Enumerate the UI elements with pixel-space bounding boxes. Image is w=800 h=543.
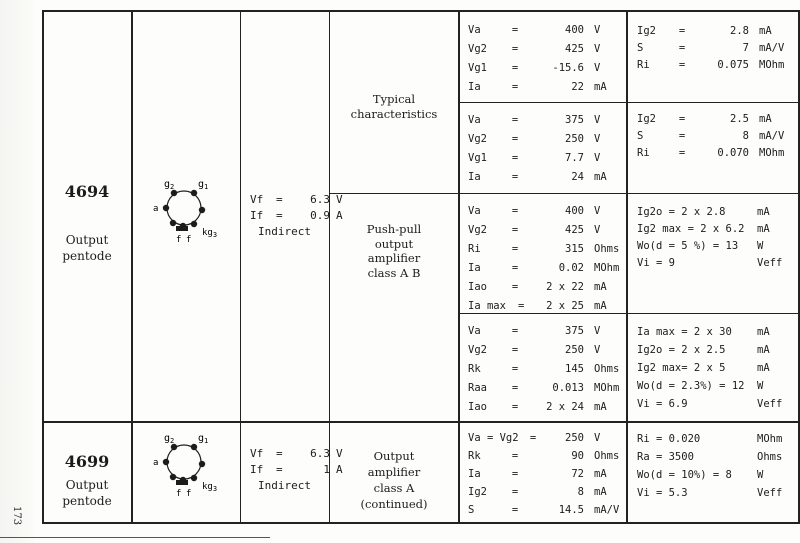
extra-expression: Wo(d = 10%) = 8 [637,469,732,481]
pin-label-kg3: $kg_3$ [202,482,218,493]
param-list [468,428,619,519]
param-unit: mA [594,468,607,480]
param-name: Va [468,204,481,217]
heater-row [250,192,343,208]
heating-type: Indirect [258,225,311,238]
param-eq: = [511,343,519,356]
param-row [468,220,619,239]
param-value: 400 [565,204,584,217]
extra-unit: Veff [757,487,783,499]
param-value: 375 [565,324,584,337]
extra-list [637,22,784,73]
extra-row [637,466,782,484]
param-row [468,58,607,77]
param-value: -15.6 [552,61,584,74]
extra-expression: Ig2o = 2 x 2.5 [637,344,726,356]
extra-unit: W [757,380,764,392]
divider-params [626,10,628,524]
param-name: Va [468,23,481,36]
param-name: Iao [468,400,487,413]
extra-expression: Ri = 0.020 [637,433,701,445]
section-label-line: Typical [372,92,416,106]
heater-name: If [250,463,264,476]
param-unit: mA [594,280,607,293]
param-row [468,20,607,39]
extra-name: Ri [637,58,650,71]
heater-value: 6.3 [310,447,330,460]
extra-value: 0.075 [717,58,749,71]
section-label-line: amplifier [367,465,421,479]
extra-row [637,237,782,254]
param-unit: MOhm [594,381,620,394]
pin-label-a: a [153,204,159,214]
param-list [468,20,607,96]
param-value: 400 [565,23,584,36]
param-unit: V [594,223,601,236]
extra-expression: Wo(d = 5 %) = 13 [637,239,739,252]
param-row [468,201,619,220]
param-value: 145 [565,362,584,375]
param-eq: = [511,151,519,164]
param-name: S [468,504,475,516]
tube-base-diagram [150,178,222,246]
param-eq: = [518,299,525,312]
param-value: 375 [565,113,584,126]
divider-section-1 [329,193,800,194]
extra-list [637,203,782,271]
param-row [468,447,619,465]
param-name: Iao [468,280,487,293]
param-row [468,465,619,483]
tube-description [42,232,132,264]
pin-label-g2: $g_2$ [164,179,175,191]
heater-unit: A [336,209,343,222]
param-list [468,321,619,416]
heater-eq: = [276,209,283,222]
tube-description-line: pentode [62,494,112,508]
param-value: 425 [565,223,584,236]
param-value: 0.013 [552,381,584,394]
heater-unit: V [336,193,343,206]
param-unit: V [594,343,601,356]
heater-name: Vf [250,447,264,460]
heater-name: Vf [250,193,264,206]
param-row [468,483,619,501]
section-label-line: Output [373,449,415,463]
divider-type [131,10,133,524]
extra-list [637,323,782,413]
heater-row [250,446,343,462]
param-row [468,110,607,129]
extra-unit: Veff [757,256,783,269]
param-name: Ri [468,242,481,255]
param-value: 425 [565,42,584,55]
param-unit: MOhm [594,261,620,274]
extra-row [637,144,784,161]
param-row [468,321,619,340]
param-eq: = [529,431,537,444]
param-name: Ig2 [468,486,487,498]
param-value: 22 [571,80,584,93]
divider-diagram [240,10,241,524]
section-label-line: output [374,236,414,251]
param-unit: mA/V [594,504,620,516]
param-name: Vg2 [468,223,487,236]
extra-row [637,323,782,341]
param-unit: V [594,204,601,217]
param-name: Vg1 [468,61,487,74]
extra-name: S [637,129,644,142]
param-eq: = [511,261,519,274]
param-value: 2 x 22 [546,280,584,293]
tube-description [42,477,132,509]
param-name: Rk [468,362,481,375]
extra-row [637,341,782,359]
extra-expression: Ig2o = 2 x 2.8 [637,205,726,218]
param-value: 90 [571,450,584,462]
param-name: Va [468,324,481,337]
param-unit: mA [594,170,607,183]
heater-spec [250,192,343,240]
extra-expression: Vi = 6.9 [637,398,688,410]
param-eq: = [511,280,519,293]
param-eq: = [511,242,519,255]
param-value: 2 x 25 [546,299,584,312]
pin-label-g1: $g_1$ [198,433,209,445]
heater-eq: = [276,193,283,206]
param-row [468,359,619,378]
heater-name: If [250,209,264,222]
divider-section [458,10,460,524]
section-label [330,448,458,512]
extra-expression: Ra = 3500 [637,451,694,463]
extra-eq: = [678,24,686,37]
divider-tube [42,421,800,423]
extra-name: S [637,41,644,54]
extra-row [637,203,782,220]
extra-eq: = [678,112,686,125]
extra-unit: W [757,239,764,252]
extra-unit: Ohms [757,451,783,463]
extra-row [637,448,782,466]
param-name: Ia [468,261,481,274]
tube-type: 4699 [64,452,110,471]
param-eq: = [511,132,519,145]
extra-unit: mA/V [759,41,785,54]
param-value: 14.5 [558,504,584,516]
extra-eq: = [678,146,686,159]
extra-list [637,110,784,161]
pin-label-f: f [176,235,182,245]
bottom-rule [0,537,270,538]
param-eq: = [511,170,519,183]
param-row [468,129,607,148]
param-name: Vg2 [468,343,487,356]
section-label [330,92,458,121]
section-label-line: Push-pull [366,222,422,236]
pin-label-f: f [176,489,182,499]
extra-row [637,254,782,271]
param-value: 72 [571,468,584,480]
extra-unit: MOhm [757,433,783,445]
extra-list [637,430,782,502]
param-value: 7.7 [565,151,584,164]
param-name: Vg2 [468,132,487,145]
param-eq: = [511,23,519,36]
pin-label-f: f [186,489,192,499]
extra-row [637,395,782,413]
extra-unit: mA [757,326,770,338]
extra-eq: = [678,58,686,71]
param-eq: = [511,362,519,375]
param-value: 315 [565,242,584,255]
extra-expression: Vi = 9 [637,256,675,269]
extra-eq: = [678,41,686,54]
extra-row [637,484,782,502]
param-row [468,501,619,519]
param-unit: mA [594,299,607,312]
tube-type: 4694 [64,182,110,201]
pin-label-a: a [153,458,159,468]
param-value: 250 [565,343,584,356]
param-row [468,340,619,359]
divider-row-1 [458,102,800,103]
param-name: Vg2 [468,42,487,55]
pin-label-f: f [186,235,192,245]
extra-expression: Vi = 5.3 [637,487,688,499]
tube-description-line: Output [65,233,109,247]
heater-spec [250,446,343,494]
extra-row [637,56,784,73]
param-row [468,277,619,296]
pin-label-g2: $g_2$ [164,433,175,445]
param-row [468,296,619,315]
param-name: Ia [468,170,481,183]
extra-row [637,359,782,377]
extra-unit: mA [757,344,770,356]
param-row [468,239,619,258]
heater-value: 6.3 [310,193,330,206]
extra-row [637,430,782,448]
param-eq: = [511,468,519,480]
extra-name: Ig2 [637,112,656,125]
heater-eq: = [276,463,283,476]
param-unit: V [594,42,601,55]
scan-edge [0,0,34,543]
extra-unit: mA [757,222,770,235]
section-label-line: (continued) [360,497,428,511]
param-unit: mA [594,80,607,93]
tube-description-line: Output [65,478,109,492]
heater-value: 0.9 [310,209,330,222]
extra-row [637,377,782,395]
param-name: Va [468,113,481,126]
extra-expression: Ig2 max= 2 x 5 [637,362,726,374]
heater-value: 1 [323,463,330,476]
param-eq: = [511,504,519,516]
param-eq: = [511,113,519,126]
param-unit: Ohms [594,450,620,462]
page-number: 173 [11,506,22,526]
pin-label-kg3: $kg_3$ [202,228,218,239]
param-unit: Ohms [594,242,620,255]
heater-row [250,208,343,224]
param-unit: Ohms [594,362,620,375]
param-row [468,428,619,447]
param-value: 2 x 24 [546,400,584,413]
param-unit: V [594,23,601,36]
param-unit: mA [594,486,607,498]
param-value: 24 [571,170,584,183]
section-label [330,222,458,280]
param-eq: = [511,486,519,498]
extra-name: Ig2 [637,24,656,37]
extra-unit: Veff [757,398,783,410]
param-row [468,378,619,397]
extra-row [637,39,784,56]
param-unit: V [594,113,601,126]
param-eq: = [511,450,519,462]
param-unit: V [594,61,601,74]
param-unit: mA [594,400,607,413]
extra-value: 8 [742,129,749,142]
param-row [468,397,619,416]
extra-unit: MOhm [759,58,785,71]
param-name: Vg1 [468,151,487,164]
extra-unit: W [757,469,764,481]
extra-unit: mA [759,24,772,37]
extra-name: Ri [637,146,650,159]
param-unit: V [594,431,601,444]
param-eq: = [511,324,519,337]
param-name: Ia [468,468,481,480]
param-eq: = [511,223,519,236]
extra-unit: mA [757,205,770,218]
tube-description-line: pentode [62,249,112,263]
section-label-line: characteristics [350,106,438,121]
param-list [468,201,619,315]
section-label-line: class A [373,481,415,495]
extra-eq: = [678,129,686,142]
pin-label-g1: $g_1$ [198,179,209,191]
param-row [468,258,619,277]
extra-row [637,220,782,237]
param-name: Va = Vg2 [468,431,519,444]
param-unit: V [594,151,601,164]
param-name: Rk [468,450,481,462]
extra-value: 2.5 [730,112,749,125]
extra-unit: MOhm [759,146,785,159]
param-eq: = [511,204,519,217]
param-unit: V [594,132,601,145]
param-eq: = [511,400,519,413]
extra-unit: mA/V [759,129,785,142]
param-value: 0.02 [558,261,584,274]
param-list [468,110,607,186]
extra-unit: mA [759,112,772,125]
param-eq: = [511,80,519,93]
heater-row [250,462,343,478]
heating-type: Indirect [258,479,311,492]
param-row [468,148,607,167]
param-eq: = [511,42,519,55]
extra-expression: Wo(d = 2.3%) = 12 [637,380,745,392]
param-value: 250 [565,132,584,145]
section-label-line: amplifier [367,251,421,265]
param-eq: = [511,61,519,74]
section-label-line: class A B [367,265,421,280]
param-value: 250 [565,431,584,444]
extra-expression: Ig2 max = 2 x 6.2 [637,222,745,235]
heater-unit: A [336,463,343,476]
heater-eq: = [276,447,283,460]
extra-expression: Ia max = 2 x 30 [637,326,732,338]
extra-value: 2.8 [730,24,749,37]
param-name: Ia [468,80,481,93]
extra-value: 0.070 [717,146,749,159]
param-name: Raa [468,381,487,394]
extra-row [637,127,784,144]
extra-row [637,110,784,127]
tube-base-diagram [150,432,222,500]
param-name: Ia max [468,299,506,312]
param-row [468,77,607,96]
param-row [468,39,607,58]
heater-unit: V [336,447,343,460]
param-unit: V [594,324,601,337]
param-value: 8 [577,486,584,498]
extra-row [637,22,784,39]
param-eq: = [511,381,519,394]
extra-unit: mA [757,362,770,374]
param-row [468,167,607,186]
extra-value: 7 [742,41,749,54]
